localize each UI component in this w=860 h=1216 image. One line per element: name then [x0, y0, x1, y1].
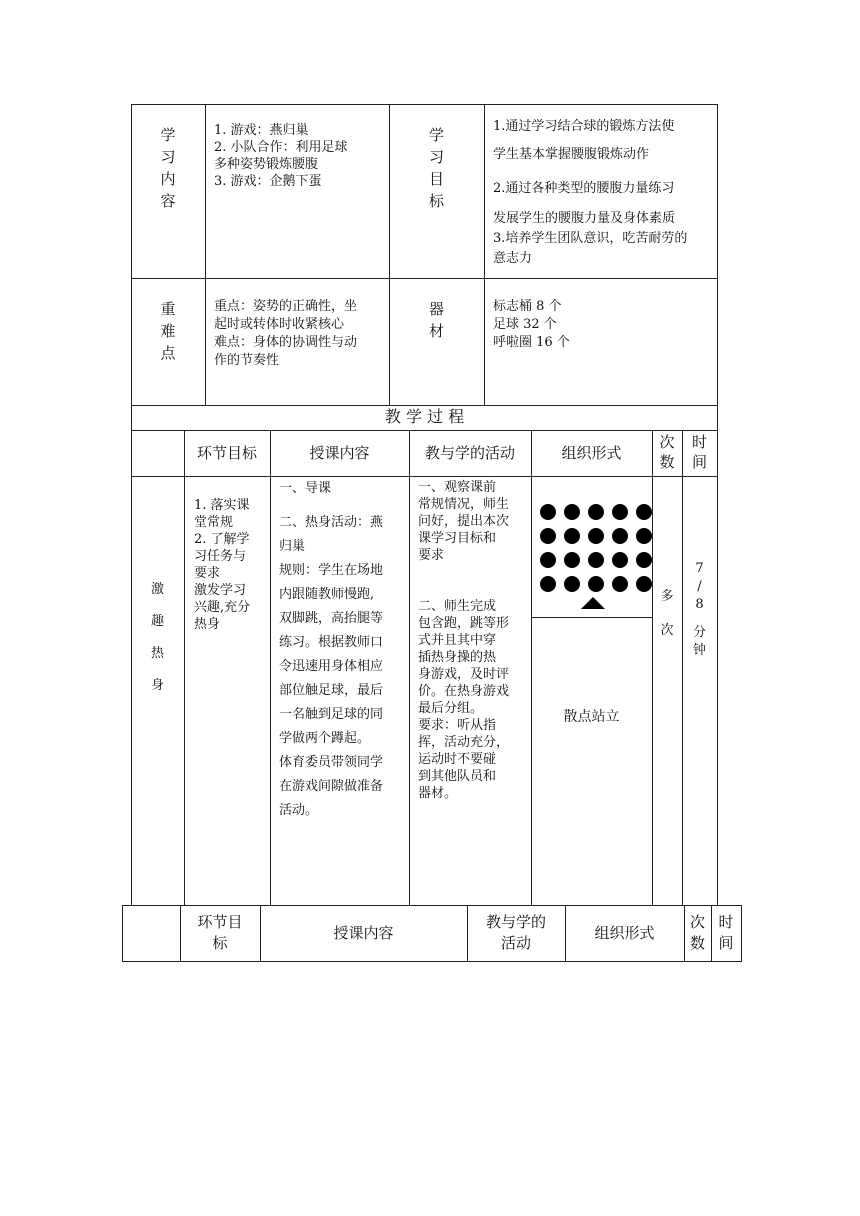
- times-value: 多 次: [660, 589, 674, 638]
- student-dot: [540, 552, 556, 568]
- bottom-duration-header: 时 间: [718, 913, 734, 952]
- equipment-label: 器 材: [428, 300, 444, 340]
- bottom-activity-header: 教与学的 活动: [485, 913, 546, 952]
- phase-content: 一、导课 二、热身活动：燕 归巢 规则：学生在场地 内跟随教师慢跑, 双脚跳，高抬腿等 练习。根据教师口 令迅速用身体相应 部位触足球，最后 一名触到足球的同 学做两个蹲起。 体育委员带领同学 在游戏间隙做准备 活动。: [279, 481, 384, 818]
- col-content-header: 授课内容: [309, 444, 370, 462]
- key-points-items: 重点：姿势的正确性，坐 起时或转体时收紧核心 难点：身体的协调性与动 作的节奏性: [214, 299, 358, 368]
- student-dot: [588, 576, 604, 592]
- student-dot: [636, 552, 652, 568]
- col-times-header: 次 数: [659, 433, 675, 471]
- student-dot: [588, 528, 604, 544]
- learning-content-items: 1. 游戏：燕归巢 2. 小队合作：利用足球 多种姿势锻炼腰腹 3. 游戏：企鹅下蛋: [214, 123, 348, 189]
- student-dot: [564, 528, 580, 544]
- bottom-content-header: 授课内容: [333, 924, 394, 942]
- phase-label: 激 趣 热 身: [150, 582, 164, 693]
- student-dot: [612, 528, 628, 544]
- phase-activity: 一、观察课前 常规情况，师生 问好，提出本次 课学习目标和 要求 二、师生完成 包含跑，跳等形 式并且其中穿 插热身操的热 身游戏，及时评 价。在热身游戏 最后分组。 要求：听从指 挥，活动充分， 运动时不要碰 到其他队员和 器材。: [418, 480, 510, 801]
- learning-goal-items: 1.通过学习结合球的锻炼方法使 学生基本掌握腰腹锻炼动作 2.通过各种类型的腰腹力量练习 发展学生的腰腹力量及身体素质 3.培养学生团队意识，吃苦耐劳的 意志力: [493, 119, 688, 266]
- learning-content-label: 学 习 内 容: [160, 126, 176, 210]
- student-dot: [636, 576, 652, 592]
- student-dot: [564, 552, 580, 568]
- equipment-items: 标志桶 8 个 足球 32 个 呼啦圈 16 个: [493, 299, 570, 350]
- col-duration-header: 时 间: [691, 433, 707, 471]
- bottom-goal-header: 环节目 标: [197, 913, 243, 952]
- student-dot: [564, 576, 580, 592]
- process-title: 教 学 过 程: [384, 407, 465, 426]
- duration-value: 7 / 8 分 钟: [692, 561, 706, 658]
- student-dot: [540, 576, 556, 592]
- organization-text: 散点站立: [563, 709, 620, 725]
- student-dot: [636, 528, 652, 544]
- student-dot: [612, 504, 628, 520]
- col-goal-header: 环节目标: [196, 444, 257, 462]
- bottom-times-header: 次 数: [689, 913, 705, 952]
- formation-diagram: [531, 477, 652, 617]
- col-activity-header: 教与学的活动: [424, 444, 515, 462]
- student-dot: [588, 504, 604, 520]
- teacher-triangle-icon: [581, 597, 605, 609]
- key-points-label: 重 难 点: [160, 300, 176, 362]
- student-dot: [612, 576, 628, 592]
- phase-goal: 1. 落实课 堂常规 2. 了解学 习任务与 要求 激发学习 兴趣,充分 热身: [194, 498, 251, 632]
- learning-goal-label: 学 习 目 标: [428, 126, 444, 210]
- student-dot: [612, 552, 628, 568]
- student-dot: [540, 528, 556, 544]
- bottom-organization-header: 组织形式: [594, 924, 655, 942]
- student-dot: [636, 504, 652, 520]
- student-dot: [564, 504, 580, 520]
- student-dot: [540, 504, 556, 520]
- col-organization-header: 组织形式: [561, 444, 622, 462]
- student-dot: [588, 552, 604, 568]
